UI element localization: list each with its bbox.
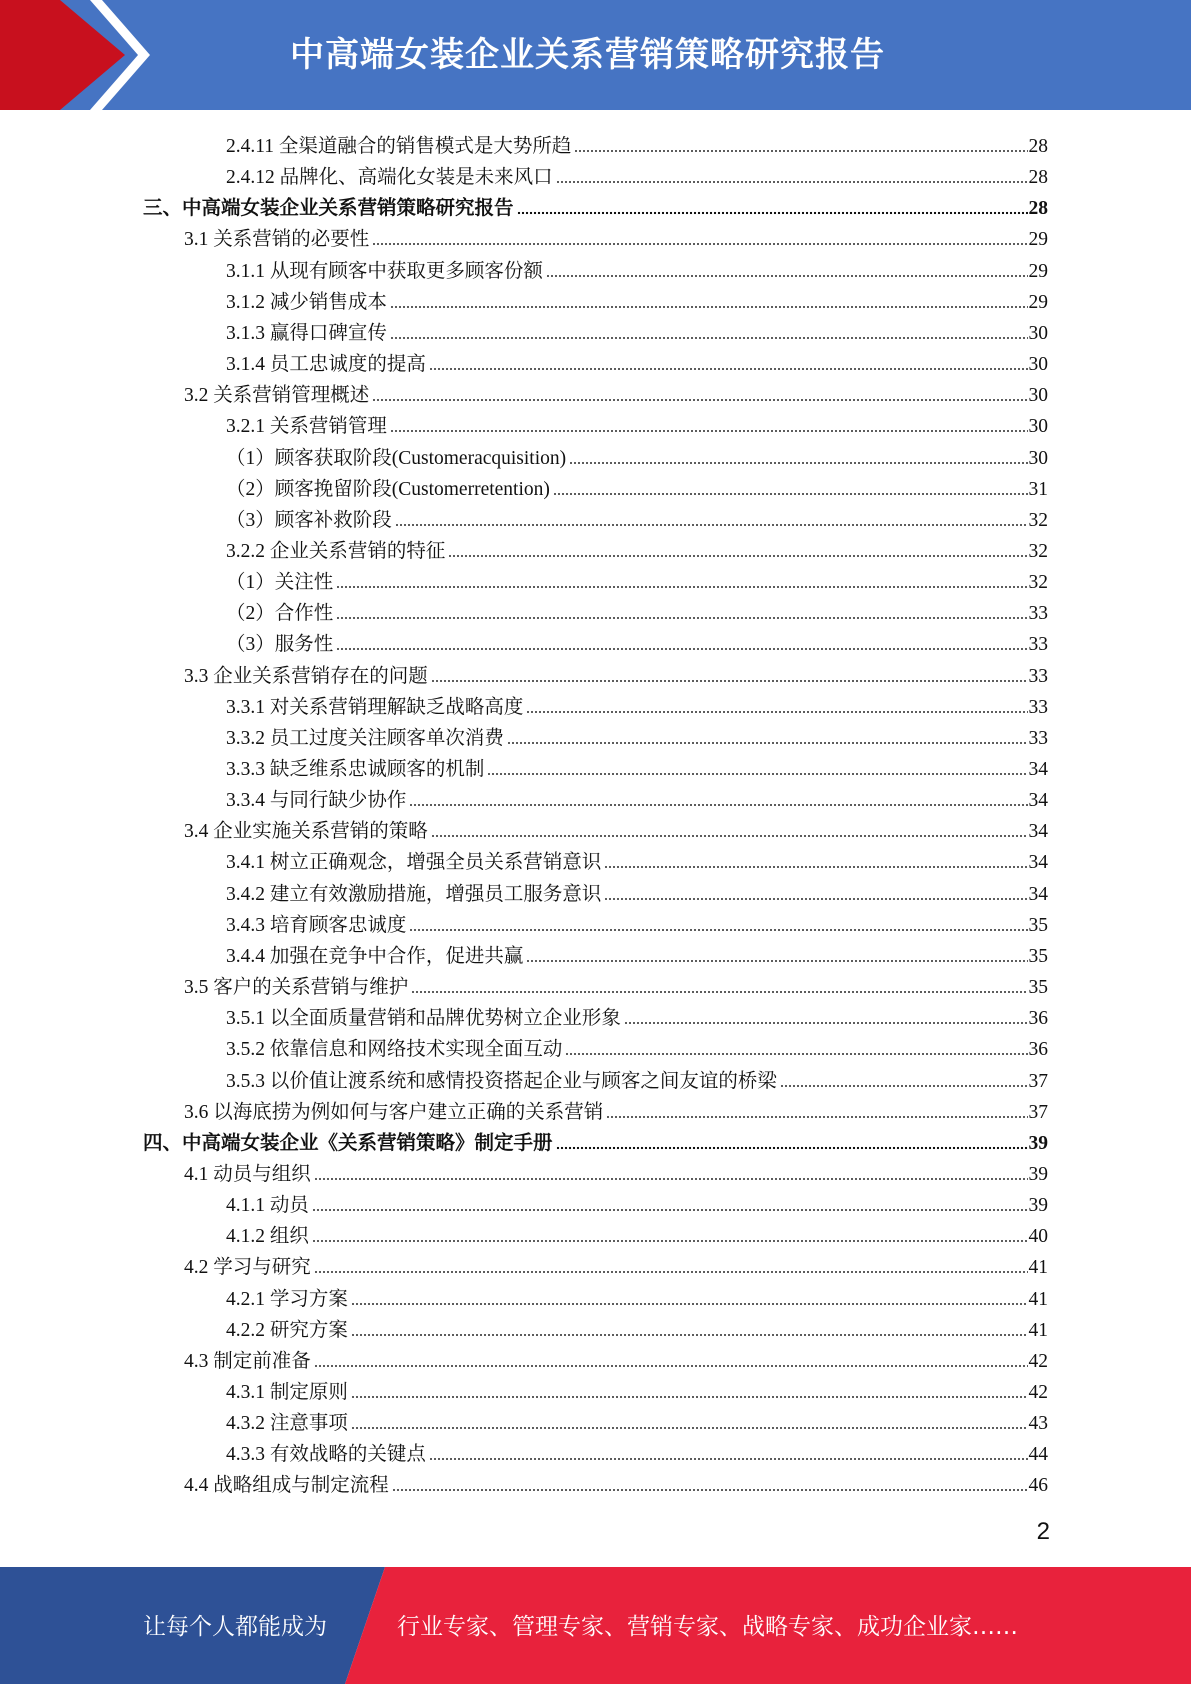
toc-entry-page-number: 30 <box>1028 448 1048 469</box>
toc-entry-page-number: 30 <box>1028 354 1048 375</box>
footer-slogan-left: 让每个人都能成为 <box>143 1614 327 1640</box>
toc-entry-label: 四、中高端女装企业《关系营销策略》制定手册 <box>143 1133 553 1154</box>
toc-entry[interactable] <box>226 564 1048 595</box>
toc-dot-leader <box>507 740 1028 746</box>
toc-entry[interactable] <box>226 751 1048 782</box>
toc-dot-leader <box>606 1114 1027 1120</box>
toc-dot-leader <box>336 646 1027 652</box>
toc-dot-leader <box>574 148 1027 154</box>
toc-entry-page-number: 28 <box>1028 136 1048 157</box>
toc-entry-label: 3.4.4 加强在竞争中合作，促进共赢 <box>226 946 524 967</box>
toc-entry-page-number: 35 <box>1028 915 1048 936</box>
toc-entry-page-number: 33 <box>1028 666 1048 687</box>
toc-entry-label: 3.3.3 缺乏维系忠诚顾客的机制 <box>226 759 485 780</box>
toc-entry-page-number: 33 <box>1028 728 1048 749</box>
toc-entry[interactable] <box>184 1094 1048 1125</box>
toc-dot-leader <box>390 428 1028 434</box>
toc-entry-label: 3.1 关系营销的必要性 <box>184 229 370 250</box>
toc-dot-leader <box>429 1456 1028 1462</box>
toc-dot-leader <box>314 1269 1028 1275</box>
toc-dot-leader <box>556 179 1028 185</box>
toc-entry-page-number: 34 <box>1028 759 1048 780</box>
toc-entry[interactable] <box>143 190 1048 221</box>
toc-dot-leader <box>351 1394 1028 1400</box>
footer-slogan-right: 行业专家、管理专家、营销专家、战略专家、成功企业家…… <box>397 1614 1018 1640</box>
toc-dot-leader <box>314 1176 1028 1182</box>
toc-entry[interactable] <box>226 159 1048 190</box>
toc-entry[interactable] <box>226 1374 1048 1405</box>
toc-entry-label: 3.1.2 减少销售成本 <box>226 292 387 313</box>
toc-entry[interactable] <box>226 907 1048 938</box>
toc-entry-page-number: 30 <box>1028 323 1048 344</box>
toc-entry[interactable] <box>226 128 1048 159</box>
toc-entry-label: 4.2.1 学习方案 <box>226 1289 348 1310</box>
toc-dot-leader <box>395 522 1028 528</box>
toc-entry-label: 2.4.12 品牌化、高端化女装是未来风口 <box>226 167 553 188</box>
toc-dot-leader <box>431 833 1028 839</box>
toc-dot-leader <box>546 273 1028 279</box>
toc-dot-leader <box>556 1145 1028 1151</box>
toc-dot-leader <box>409 802 1027 808</box>
toc-entry[interactable] <box>226 1436 1048 1467</box>
toc-entry-page-number: 33 <box>1028 603 1048 624</box>
toc-entry[interactable] <box>184 1467 1048 1498</box>
toc-entry-page-number: 36 <box>1028 1008 1048 1029</box>
toc-entry[interactable] <box>226 595 1048 626</box>
toc-entry-page-number: 42 <box>1028 1382 1048 1403</box>
toc-dot-leader <box>312 1207 1028 1213</box>
toc-dot-leader <box>604 896 1027 902</box>
toc-entry-page-number: 35 <box>1028 977 1048 998</box>
toc-entry-page-number: 34 <box>1028 852 1048 873</box>
toc-entry-label: 3.2.2 企业关系营销的特征 <box>226 541 446 562</box>
toc-entry[interactable] <box>184 1156 1048 1187</box>
toc-entry-label: 4.4 战略组成与制定流程 <box>184 1475 389 1496</box>
toc-entry-label: 3.3.2 员工过度关注顾客单次消费 <box>226 728 504 749</box>
toc-dot-leader <box>569 460 1027 466</box>
toc-entry-label: 4.1.2 组织 <box>226 1226 309 1247</box>
toc-entry-page-number: 34 <box>1028 790 1048 811</box>
toc-dot-leader <box>314 1363 1028 1369</box>
toc-entry[interactable] <box>184 813 1048 844</box>
toc-entry-label: 3.2.1 关系营销管理 <box>226 416 387 437</box>
toc-dot-leader <box>372 241 1027 247</box>
toc-dot-leader <box>390 304 1028 310</box>
toc-entry-label: 4.1.1 动员 <box>226 1195 309 1216</box>
toc-entry[interactable] <box>226 844 1048 875</box>
toc-entry-label: 3.4.1 树立正确观念，增强全员关系营销意识 <box>226 852 602 873</box>
toc-entry-label: 3.3.1 对关系营销理解缺乏战略高度 <box>226 697 524 718</box>
toc-entry-label: 4.3.1 制定原则 <box>226 1382 348 1403</box>
toc-entry[interactable] <box>184 377 1048 408</box>
toc-entry-label: 4.2.2 研究方案 <box>226 1320 348 1341</box>
toc-dot-leader <box>372 397 1027 403</box>
toc-entry[interactable] <box>226 689 1048 720</box>
toc-dot-leader <box>624 1020 1028 1026</box>
toc-entry-page-number: 32 <box>1028 541 1048 562</box>
toc-entry[interactable] <box>226 471 1048 502</box>
toc-entry-label: 3.5.3 以价值让渡系统和感情投资搭起企业与顾客之间友谊的桥梁 <box>226 1071 777 1092</box>
document-title: 中高端女装企业关系营销策略研究报告 <box>290 35 885 75</box>
toc-entry-page-number: 32 <box>1028 572 1048 593</box>
toc-entry[interactable] <box>226 253 1048 284</box>
toc-entry-label: 4.3.3 有效战略的关键点 <box>226 1444 426 1465</box>
toc-entry-label: 3.4 企业实施关系营销的策略 <box>184 821 428 842</box>
toc-entry-label: 4.1 动员与组织 <box>184 1164 311 1185</box>
toc-dot-leader <box>336 615 1027 621</box>
toc-entry-page-number: 34 <box>1028 884 1048 905</box>
toc-entry-label: （3）顾客补救阶段 <box>226 510 392 531</box>
toc-entry[interactable] <box>226 626 1048 657</box>
toc-entry-page-number: 43 <box>1028 1413 1048 1434</box>
toc-dot-leader <box>526 958 1027 964</box>
toc-entry[interactable] <box>226 938 1048 969</box>
page-number: 2 <box>1036 1518 1050 1545</box>
toc-entry-page-number: 28 <box>1028 198 1048 219</box>
toc-entry-page-number: 41 <box>1028 1289 1048 1310</box>
toc-dot-leader <box>312 1238 1028 1244</box>
toc-entry-label: 3.1.1 从现有顾客中获取更多顾客份额 <box>226 261 543 282</box>
toc-entry-page-number: 29 <box>1028 229 1048 250</box>
toc-dot-leader <box>429 366 1028 372</box>
toc-entry-page-number: 39 <box>1028 1164 1048 1185</box>
toc-entry-label: （1）关注性 <box>226 572 334 593</box>
toc-entry-label: 2.4.11 全渠道融合的销售模式是大势所趋 <box>226 136 572 157</box>
toc-entry[interactable] <box>226 408 1048 439</box>
toc-entry[interactable] <box>184 969 1048 1000</box>
toc-entry-page-number: 32 <box>1028 510 1048 531</box>
toc-entry-page-number: 33 <box>1028 634 1048 655</box>
toc-entry[interactable] <box>226 1218 1048 1249</box>
toc-entry-label: 4.3.2 注意事项 <box>226 1413 348 1434</box>
toc-entry-label: 三、中高端女装企业关系营销策略研究报告 <box>143 198 514 219</box>
toc-entry-page-number: 28 <box>1028 167 1048 188</box>
toc-entry[interactable] <box>226 782 1048 813</box>
toc-entry-page-number: 46 <box>1028 1475 1048 1496</box>
toc-entry[interactable] <box>184 658 1048 689</box>
toc-dot-leader <box>553 491 1028 497</box>
toc-dot-leader <box>390 335 1028 341</box>
toc-entry-label: （2）合作性 <box>226 603 334 624</box>
toc-entry[interactable] <box>184 1343 1048 1374</box>
toc-entry-page-number: 29 <box>1028 261 1048 282</box>
toc-entry-label: 3.2 关系营销管理概述 <box>184 385 370 406</box>
toc-entry-page-number: 33 <box>1028 697 1048 718</box>
toc-entry-page-number: 30 <box>1028 416 1048 437</box>
toc-entry-page-number: 37 <box>1028 1071 1048 1092</box>
toc-entry-label: 4.3 制定前准备 <box>184 1351 311 1372</box>
toc-entry-label: 3.3.4 与同行缺少协作 <box>226 790 407 811</box>
toc-dot-leader <box>487 771 1027 777</box>
toc-entry-label: 3.1.4 员工忠诚度的提高 <box>226 354 426 375</box>
toc-dot-leader <box>351 1301 1028 1307</box>
toc-dot-leader <box>448 553 1027 559</box>
toc-dot-leader <box>409 927 1027 933</box>
toc-entry[interactable] <box>226 876 1048 907</box>
toc-entry[interactable] <box>226 1000 1048 1031</box>
toc-entry[interactable] <box>226 1281 1048 1312</box>
toc-entry-page-number: 34 <box>1028 821 1048 842</box>
toc-entry-page-number: 36 <box>1028 1039 1048 1060</box>
toc-entry-page-number: 30 <box>1028 385 1048 406</box>
toc-dot-leader <box>565 1051 1027 1057</box>
toc-entry-label: 3.4.3 培育顾客忠诚度 <box>226 915 407 936</box>
toc-entry-page-number: 37 <box>1028 1102 1048 1123</box>
toc-entry-page-number: 39 <box>1028 1195 1048 1216</box>
toc-entry[interactable] <box>226 346 1048 377</box>
toc-entry-page-number: 42 <box>1028 1351 1048 1372</box>
toc-entry-page-number: 41 <box>1028 1320 1048 1341</box>
toc-dot-leader <box>392 1487 1028 1493</box>
toc-dot-leader <box>431 678 1028 684</box>
toc-entry-label: 3.4.2 建立有效激励措施，增强员工服务意识 <box>226 884 602 905</box>
toc-entry-page-number: 44 <box>1028 1444 1048 1465</box>
toc-entry-label: 4.2 学习与研究 <box>184 1257 311 1278</box>
toc-entry[interactable] <box>226 502 1048 533</box>
toc-entry-page-number: 31 <box>1028 479 1048 500</box>
toc-entry[interactable] <box>226 533 1048 564</box>
toc-entry[interactable] <box>226 1312 1048 1343</box>
toc-entry-page-number: 35 <box>1028 946 1048 967</box>
toc-entry[interactable] <box>226 720 1048 751</box>
page-footer <box>0 1567 1191 1684</box>
toc-entry[interactable] <box>226 315 1048 346</box>
toc-dot-leader <box>604 864 1027 870</box>
page-header <box>0 0 1191 110</box>
toc-entry[interactable] <box>226 1187 1048 1218</box>
toc-entry-label: （2）顾客挽留阶段(Customerretention) <box>226 479 550 500</box>
toc-entry-label: 3.6 以海底捞为例如何与客户建立正确的关系营销 <box>184 1102 604 1123</box>
toc-entry[interactable] <box>143 1125 1048 1156</box>
toc-entry-label: 3.3 企业关系营销存在的问题 <box>184 666 428 687</box>
toc-entry-label: （1）顾客获取阶段(Customeracquisition) <box>226 448 567 469</box>
toc-dot-leader <box>411 989 1027 995</box>
toc-entry-page-number: 40 <box>1028 1226 1048 1247</box>
toc-entry[interactable] <box>184 221 1048 252</box>
toc-dot-leader <box>526 709 1027 715</box>
toc-dot-leader <box>336 584 1027 590</box>
toc-entry[interactable] <box>226 284 1048 315</box>
toc-entry-label: （3）服务性 <box>226 634 334 655</box>
toc-entry[interactable] <box>226 1063 1048 1094</box>
toc-dot-leader <box>351 1332 1028 1338</box>
toc-entry[interactable] <box>226 1031 1048 1062</box>
toc-entry-label: 3.5 客户的关系营销与维护 <box>184 977 409 998</box>
toc-entry-label: 3.1.3 赢得口碑宣传 <box>226 323 387 344</box>
toc-entry-label: 3.5.2 依靠信息和网络技术实现全面互动 <box>226 1039 563 1060</box>
toc-entry-page-number: 39 <box>1028 1133 1048 1154</box>
toc-dot-leader <box>780 1083 1028 1089</box>
toc-dot-leader <box>351 1425 1028 1431</box>
toc-entry[interactable] <box>184 1249 1048 1280</box>
toc-entry-page-number: 41 <box>1028 1257 1048 1278</box>
toc-entry[interactable] <box>226 440 1048 471</box>
toc-dot-leader <box>517 210 1028 216</box>
toc-entry-page-number: 29 <box>1028 292 1048 313</box>
toc-entry-label: 3.5.1 以全面质量营销和品牌优势树立企业形象 <box>226 1008 621 1029</box>
toc-entry[interactable] <box>226 1405 1048 1436</box>
